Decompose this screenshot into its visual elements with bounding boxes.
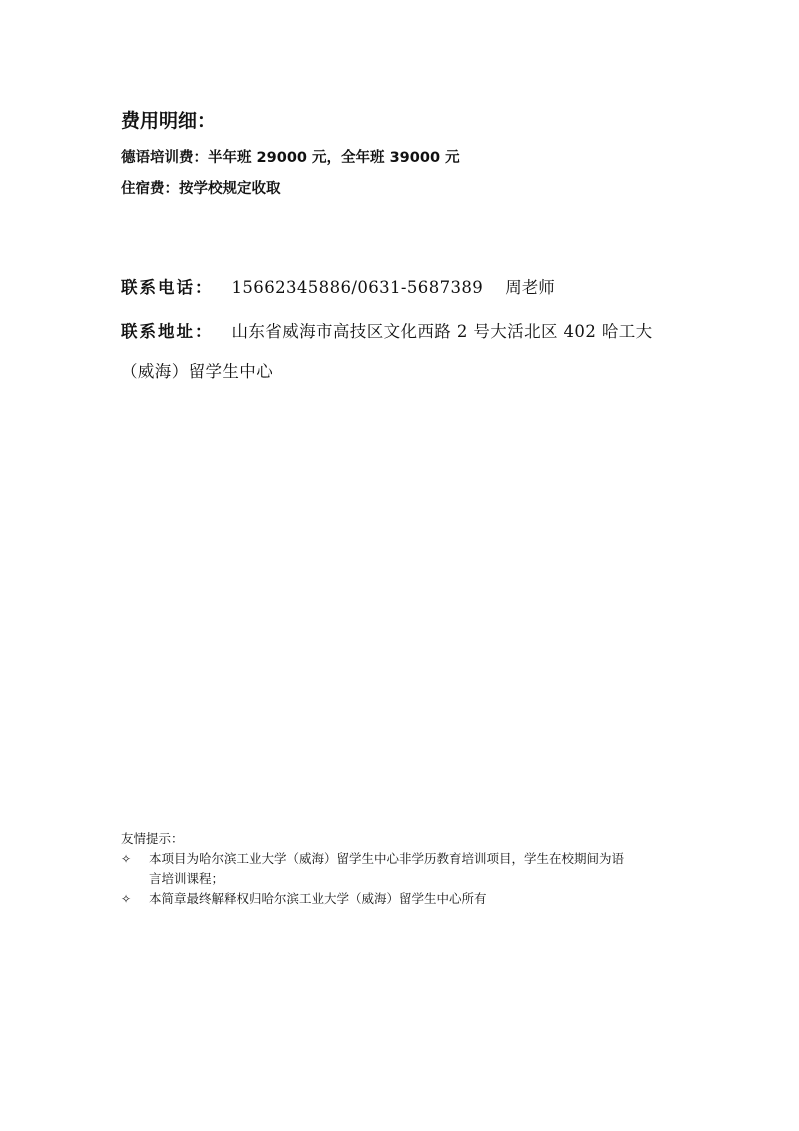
tip-item xyxy=(121,889,701,909)
fee-lodging: 住宿费：按学校规定收取 xyxy=(121,181,281,197)
fees-heading: 费用明细： xyxy=(121,110,217,132)
tips-section xyxy=(121,829,701,909)
tip-text-line: 本简章最终解释权归哈尔滨工业大学（威海）留学生中心所有 xyxy=(149,891,487,906)
diamond-bullet-icon: ✧ xyxy=(121,892,132,906)
contact-person: 周老师 xyxy=(505,278,555,297)
tip-item xyxy=(121,849,701,889)
contact-phone xyxy=(121,274,555,298)
contact-address-line2: （威海）留学生中心 xyxy=(121,362,274,381)
tips-title: 友情提示： xyxy=(121,831,184,846)
contact-phone-label: 联系电话： xyxy=(121,278,214,297)
contact-address-label: 联系地址： xyxy=(121,322,214,341)
tip-text-line: 本项目为哈尔滨工业大学（威海）留学生中心非学历教育培训项目，学生在校期间为语 xyxy=(149,851,625,866)
tip-text-line: 言培训课程； xyxy=(149,871,225,886)
contact-address xyxy=(121,318,653,342)
fee-tuition: 德语培训费：半年班 29000 元，全年班 39000 元 xyxy=(121,150,460,166)
contact-phone-number: 15662345886/0631-5687389 xyxy=(231,278,484,297)
diamond-bullet-icon: ✧ xyxy=(121,852,132,866)
contact-address-line1: 山东省威海市高技区文化西路 2 号大活北区 402 哈工大 xyxy=(231,322,653,341)
